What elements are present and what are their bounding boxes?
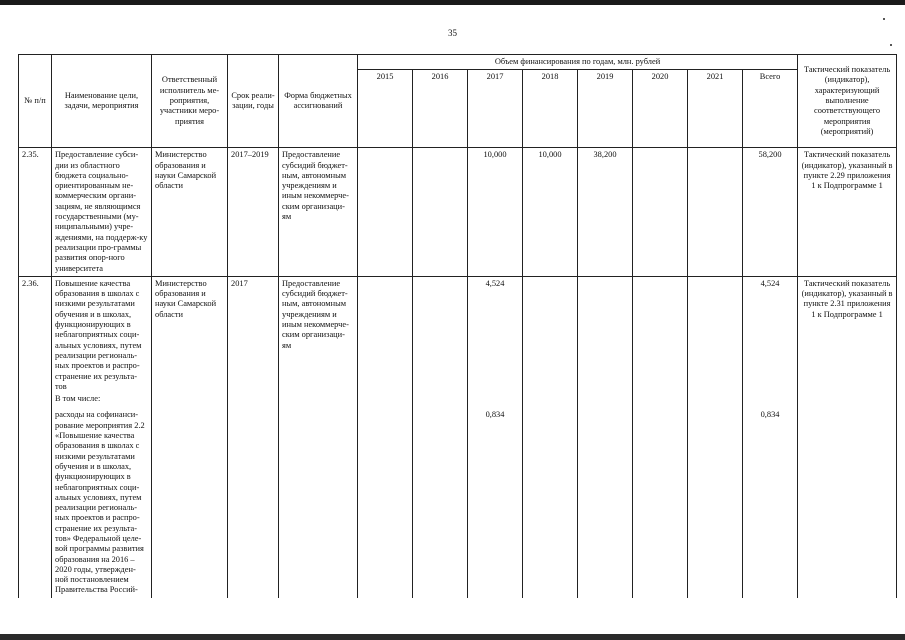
- scan-speck: [883, 18, 885, 20]
- value-total: 58,200: [743, 148, 798, 277]
- subvalue-2016: [413, 408, 468, 597]
- page-number: 35: [448, 28, 457, 38]
- bottom-scan-border: [0, 634, 905, 640]
- value-2017: 4,524: [468, 276, 523, 394]
- row-form: Предоставление субсидий бюджет-ным, автономным учреждениям и иным некоммерче-ским организаци-ям: [279, 148, 358, 277]
- header-funding: Объем финансирования по годам, млн. рублей: [358, 55, 798, 70]
- table-row: [19, 148, 897, 277]
- scan-speck: [890, 44, 892, 46]
- value-2019: 38,200: [578, 148, 633, 277]
- value-2016: [413, 276, 468, 394]
- value-2015: [358, 148, 413, 277]
- value-2016: [413, 148, 468, 277]
- header-year: 2019: [578, 70, 633, 148]
- value-2015: [358, 276, 413, 394]
- value-2021: [688, 276, 743, 394]
- subvalue-2015: [358, 408, 413, 597]
- row-responsible: Министерство образования и науки Самарской области: [152, 148, 228, 277]
- table-row: [19, 276, 897, 394]
- row-number: 2.36.: [19, 276, 52, 394]
- top-scan-border: [0, 0, 905, 5]
- header-row-1: [19, 55, 897, 70]
- header-year: 2021: [688, 70, 743, 148]
- subvalue-total: 0,834: [743, 408, 798, 597]
- row-number: 2.35.: [19, 148, 52, 277]
- value-2019: [578, 276, 633, 394]
- header-indicator: Тактический показатель (индикатор), характеризующий выполнение соответствующего мероприятия (мероприятий): [798, 55, 897, 148]
- header-year: 2016: [413, 70, 468, 148]
- row-term: 2017: [228, 276, 279, 394]
- table-row: [19, 408, 897, 597]
- value-2020: [633, 276, 688, 394]
- header-name: Наименование цели, задачи, мероприятия: [52, 55, 152, 148]
- header-year: 2017: [468, 70, 523, 148]
- row-indicator: Тактический показатель (индикатор), указанный в пункте 2.31 приложения 1 к Подпрограмме 1: [798, 276, 897, 394]
- row-name: Повышение качества образования в школах с низкими результатами обучения и в школах, функционирующих в неблагоприятных соци-альных условиях, путем реализации региональ-ных проектов и распро-странение их результа-тов: [52, 276, 152, 394]
- value-2020: [633, 148, 688, 277]
- including-label: В том числе:: [52, 394, 152, 408]
- header-year: 2018: [523, 70, 578, 148]
- row-indicator: Тактический показатель (индикатор), указанный в пункте 2.29 приложения 1 к Подпрограмме 1: [798, 148, 897, 277]
- row-responsible: Министерство образования и науки Самарской области: [152, 276, 228, 394]
- value-2021: [688, 148, 743, 277]
- header-year: 2020: [633, 70, 688, 148]
- header-term: Срок реали-зации, годы: [228, 55, 279, 148]
- header-number: № п/п: [19, 55, 52, 148]
- funding-table: [18, 54, 897, 598]
- row-form: Предоставление субсидий бюджет-ным, автономным учреждениям и иным некоммерче-ским организаци-ям: [279, 276, 358, 394]
- subvalue-2018: [523, 408, 578, 597]
- subvalue-2021: [688, 408, 743, 597]
- header-total: Всего: [743, 70, 798, 148]
- subrow-name: расходы на софинанси-рование мероприятия 2.2 «Повышение качества образования в школах с низкими результатами обучения и в школах, функционирующих в неблагоприятных соци-альных условиях, путем реализации региональ-ных проектов и распро-странение их результа-тов» Федеральной целе-вой программы развития образования на 2016 – 2020 годы, утвержден-ной постановлением Правительства Россий-: [52, 408, 152, 597]
- value-2018: [523, 276, 578, 394]
- subvalue-2019: [578, 408, 633, 597]
- value-2017: 10,000: [468, 148, 523, 277]
- subvalue-2017: 0,834: [468, 408, 523, 597]
- header-responsible: Ответственный исполнитель ме-роприятия, участники меро-приятия: [152, 55, 228, 148]
- subvalue-2020: [633, 408, 688, 597]
- row-term: 2017–2019: [228, 148, 279, 277]
- value-total: 4,524: [743, 276, 798, 394]
- including-row: [19, 394, 897, 408]
- header-form: Форма бюджетных ассигнований: [279, 55, 358, 148]
- header-year: 2015: [358, 70, 413, 148]
- value-2018: 10,000: [523, 148, 578, 277]
- row-name: Предоставление субси-дии из областного бюджета социально-ориентированным не-коммерческим органи-зациям, не являющимся государственными (му-ниципальными) учре-ждениями, на поддерж-ку реализации про-граммы развития опор-ного университета: [52, 148, 152, 277]
